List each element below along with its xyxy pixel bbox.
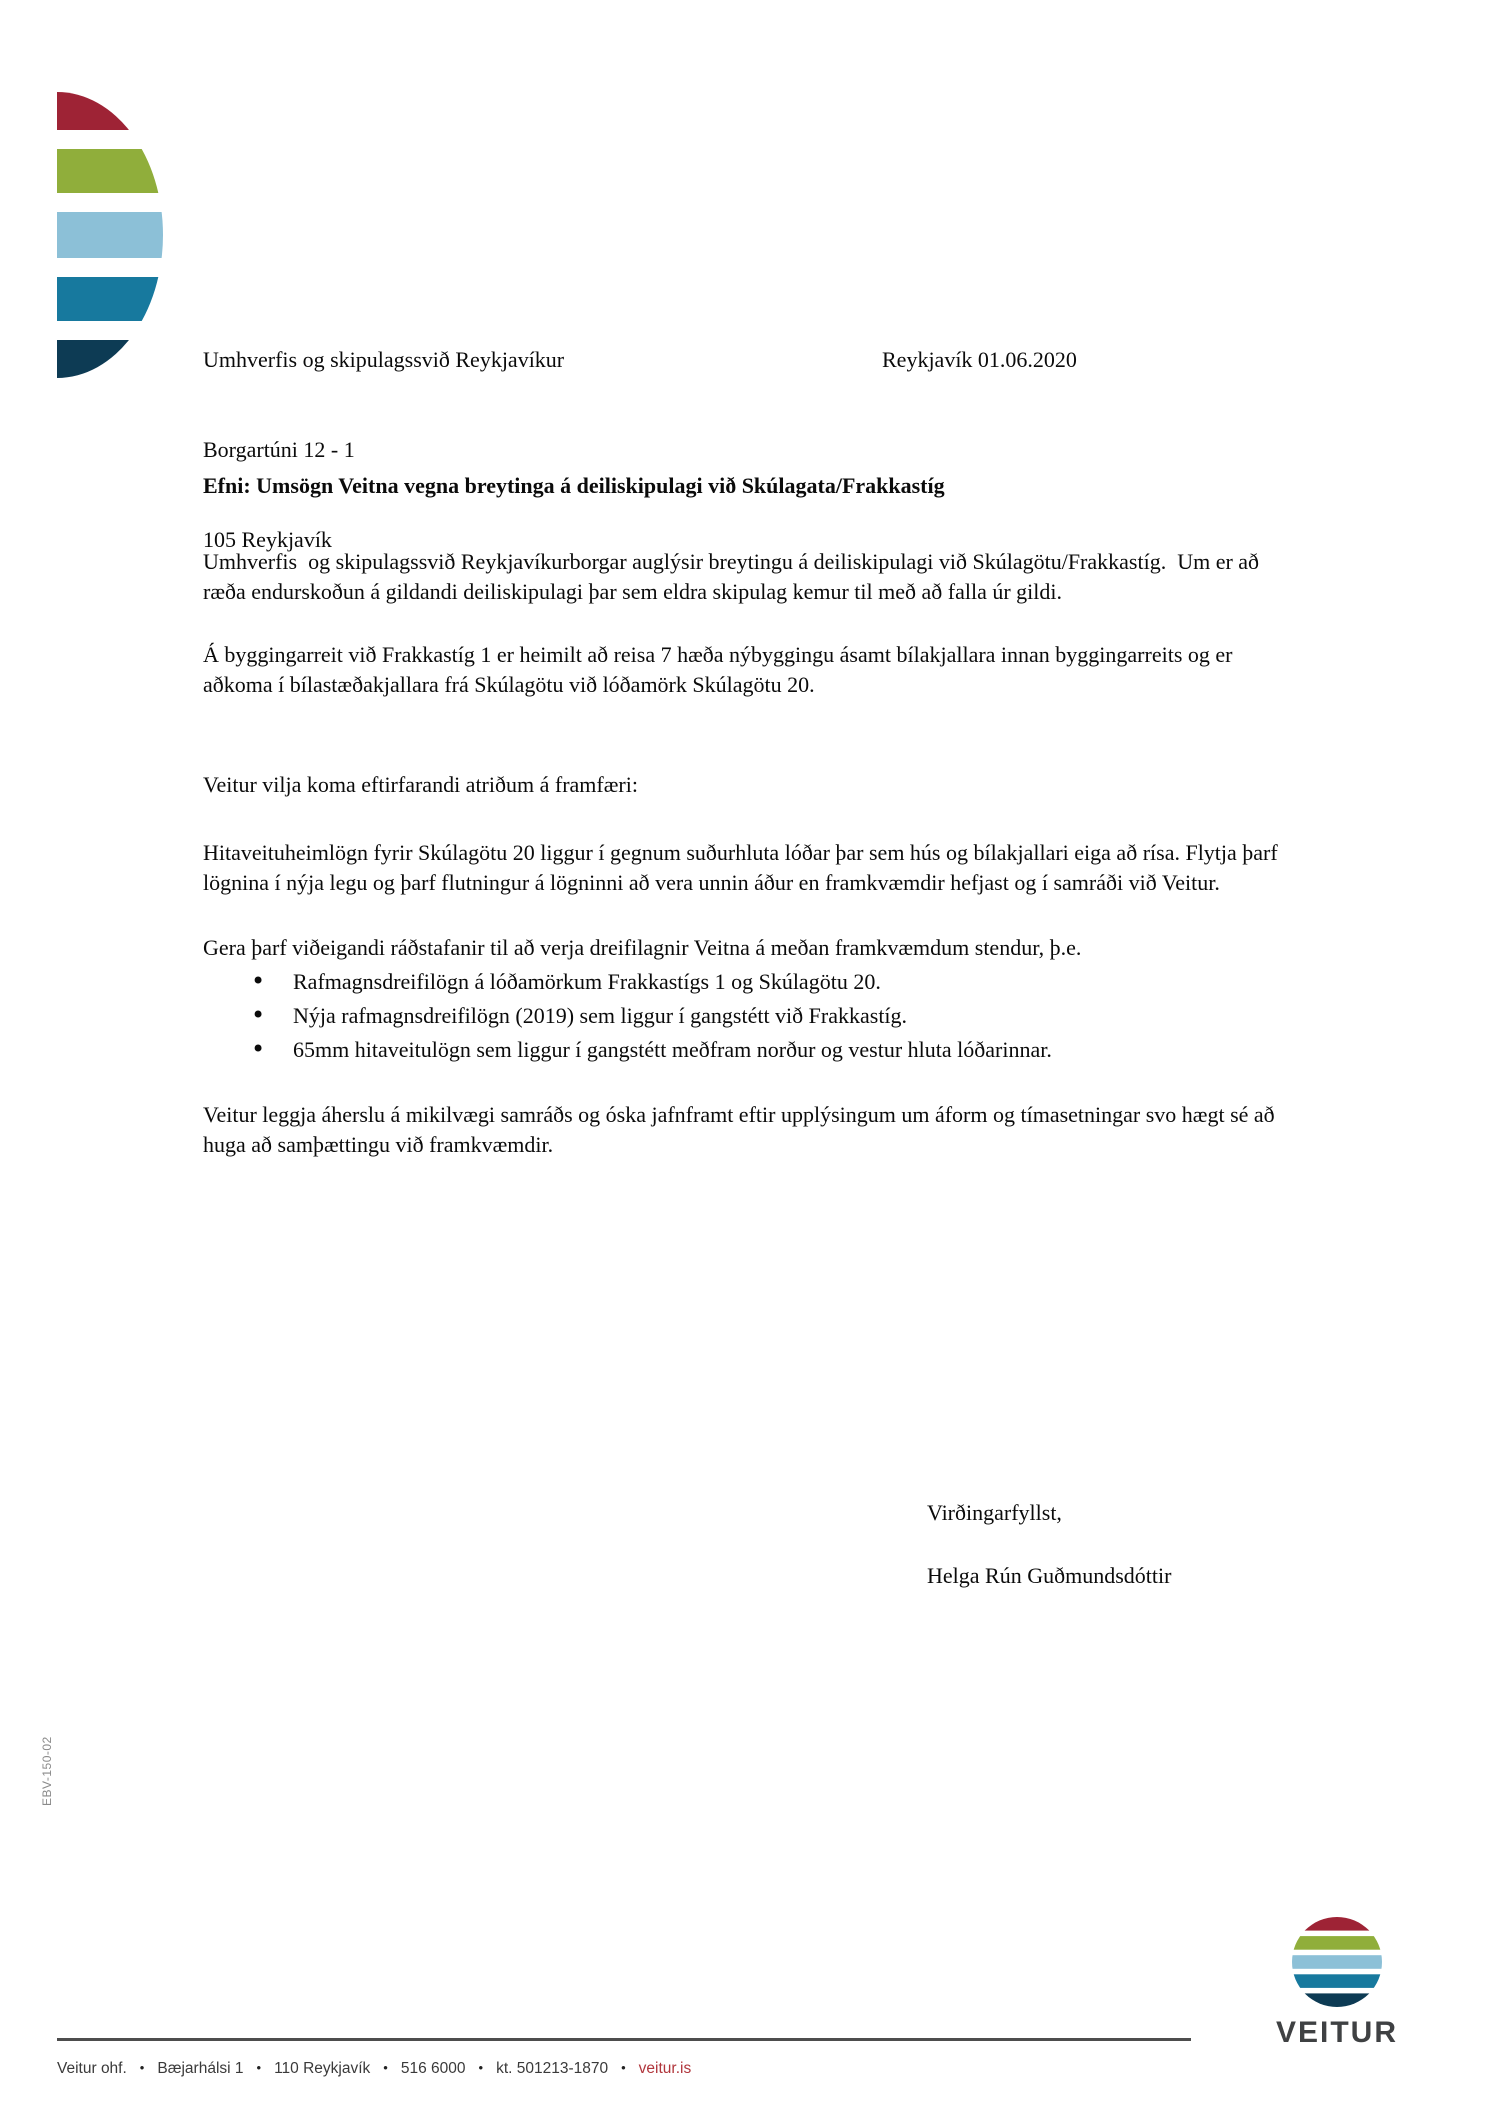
paragraph: Hitaveituheimlögn fyrir Skúlagötu 20 liggur í gegnum suðurhluta lóðar þar sem hús og bílakjallari eiga að rísa. Flytja þarf lögnina í nýja legu og þarf flutningur á lögninni að vera unnin áður en framkvæmdir hefjast og í samráði við Veitur. [203, 840, 1284, 895]
bullet-icon: • [251, 1001, 266, 1029]
form-code: EBV-150-02 [40, 1736, 54, 1806]
footer-divider [57, 2038, 1191, 2041]
veitur-brand [1262, 1917, 1412, 2050]
recipient-line: Umhverfis og skipulagssvið Reykjavíkur [203, 347, 565, 372]
bullet-text: Rafmagnsdreifilögn á lóðamörkum Frakkastígs 1 og Skúlagötu 20. [293, 969, 881, 994]
signature-closing: Virðingarfyllst, [927, 1500, 1062, 1525]
signature-name: Helga Rún Guðmundsdóttir [927, 1563, 1172, 1588]
footer-separator-icon: • [256, 2060, 262, 2075]
footer-company: Veitur ohf. [57, 2060, 127, 2077]
footer-kennitala: kt. 501213-1870 [496, 2060, 609, 2077]
bullet-item [203, 999, 1288, 1033]
recipient-line: 105 Reykjavík [203, 527, 332, 552]
footer-separator-icon: • [478, 2060, 484, 2075]
recipient-line: Borgartúni 12 - 1 [203, 437, 355, 462]
letter-body [203, 471, 1288, 1160]
veitur-wordmark: VEITUR [1275, 2016, 1398, 2049]
signature-block [927, 1498, 1171, 1591]
date-line: Reykjavík 01.06.2020 [882, 347, 1077, 372]
bullet-text: Nýja rafmagnsdreifilögn (2019) sem liggur í gangstétt við Frakkastíg. [293, 1003, 908, 1028]
paragraph: Veitur vilja koma eftirfarandi atriðum á framfæri: [203, 772, 638, 797]
bullet-item [203, 1033, 1288, 1067]
paragraph: Umhverfis og skipulagssvið Reykjavíkurborgar auglýsir breytingu á deiliskipulagi við Skúlagötu/Frakkastíg. Um er að ræða endurskoðun á gildandi deiliskipulagi þar sem eldra skipulag kemur til með að falla úr gildi. [203, 549, 1265, 604]
bullet-item [203, 965, 1288, 999]
bullet-list [203, 965, 1288, 1067]
paragraph: Á byggingarreit við Frakkastíg 1 er heimilt að reisa 7 hæða nýbyggingu ásamt bílakjallara innan byggingarreits og er aðkoma í bílastæðakjallara frá Skúlagötu við lóðamörk Skúlagötu 20. [203, 642, 1238, 697]
footer-separator-icon: • [383, 2060, 388, 2075]
footer-city: 110 Reykjavík [274, 2060, 371, 2077]
veitur-halfmark-logo [57, 92, 164, 378]
footer-street: Bæjarhálsi 1 [157, 2060, 244, 2077]
paragraph: Veitur leggja áherslu á mikilvægi samráðs og óska jafnframt eftir upplýsingum um áform og tímasetningar svo hægt sé að huga að samþættingu við framkvæmdir. [203, 1102, 1281, 1157]
bullet-icon: • [251, 967, 266, 995]
footer-website-link[interactable]: veitur.is [638, 2060, 692, 2077]
veitur-circle-logo [1292, 1917, 1382, 2007]
subject-line: Efni: Umsögn Veitna vegna breytinga á deiliskipulagi við Skúlagata/Frakkastíg [203, 473, 945, 498]
bullet-icon: • [251, 1035, 266, 1063]
paragraph: Gera þarf viðeigandi ráðstafanir til að verja dreifilagnir Veitna á meðan framkvæmdum stendur, þ.e. [203, 935, 1082, 960]
footer-phone: 516 6000 [400, 2060, 466, 2077]
footer [57, 2060, 691, 2078]
bullet-text: 65mm hitaveitulögn sem liggur í gangstétt meðfram norður og vestur hluta lóðarinnar. [293, 1037, 1052, 1062]
footer-separator-icon: • [139, 2060, 145, 2075]
footer-separator-icon: • [621, 2060, 626, 2075]
